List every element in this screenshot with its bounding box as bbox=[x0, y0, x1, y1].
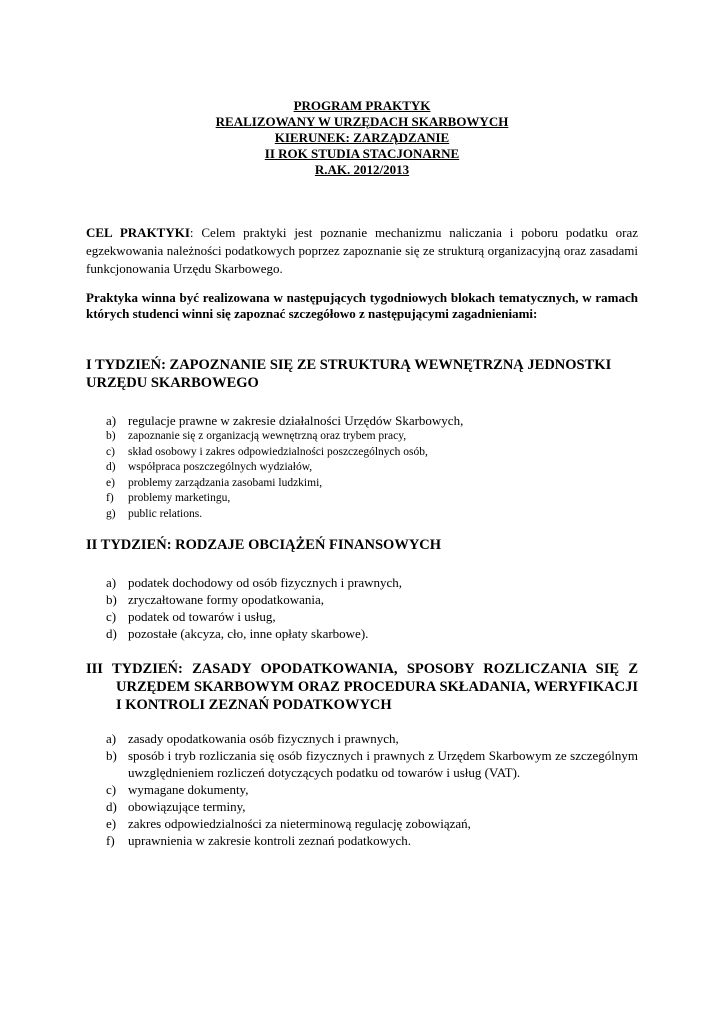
list-item bbox=[86, 507, 638, 523]
list-marker: b) bbox=[106, 430, 116, 442]
list-item-text: sposób i tryb rozliczania się osób fizycznych i prawnych z Urzędem Skarbowym ze szczególnym uwzględnieniem rozliczeń dotyczących podatku od towarów i usług (VAT). bbox=[128, 748, 638, 780]
goal-label: CEL PRAKTYKI bbox=[86, 225, 190, 240]
list-marker: g) bbox=[106, 507, 116, 520]
list-item bbox=[86, 832, 638, 849]
list-marker: d) bbox=[106, 626, 117, 641]
list-item-text: współpraca poszczególnych wydziałów, bbox=[128, 461, 313, 473]
list-marker: a) bbox=[106, 413, 117, 428]
list-item-text: public relations. bbox=[128, 507, 203, 520]
header-subtitle: REALIZOWANY W URZĘDACH SKARBOWYCH bbox=[215, 114, 509, 129]
list-item bbox=[86, 445, 638, 461]
list-item bbox=[86, 608, 638, 625]
intro-paragraph: Praktyka winna być realizowana w następujących tygodniowych blokach tematycznych, w ramach których studenci winni się zapoznać szczegółowo z następującymi zagadnieniami: bbox=[86, 290, 638, 321]
list-item bbox=[86, 798, 638, 815]
list-item bbox=[86, 730, 638, 747]
list-item-text: obowiązujące terminy, bbox=[128, 799, 246, 814]
list-item-text: uprawnienia w zakresie kontroli zeznań podatkowych. bbox=[128, 833, 412, 848]
list-marker: f) bbox=[106, 833, 115, 848]
list-item bbox=[86, 429, 638, 445]
list-item bbox=[86, 625, 638, 642]
list-item-text: podatek od towarów i usług, bbox=[128, 609, 276, 624]
header-year-of-study: II ROK STUDIA STACJONARNE bbox=[264, 146, 460, 161]
header-field-of-study: KIERUNEK: ZARZĄDZANIE bbox=[274, 130, 450, 145]
list-marker: d) bbox=[106, 461, 116, 473]
list-marker: b) bbox=[106, 748, 117, 763]
week-2-heading: II TYDZIEŃ: RODZAJE OBCIĄŻEŃ FINANSOWYCH bbox=[86, 537, 442, 553]
list-item-text: wymagane dokumenty, bbox=[128, 782, 249, 797]
list-item bbox=[86, 747, 638, 781]
list-marker: c) bbox=[106, 782, 117, 797]
week-3-heading: III TYDZIEŃ: ZASADY OPODATKOWANIA, SPOSOBY ROZLICZANIA SIĘ Z URZĘDEM SKARBOWYM ORAZ PROCEDURA SKŁADANIA, WERYFIKACJI I KONTROLI ZEZNAŃ PODATKOWYCH bbox=[86, 661, 638, 713]
list-item-text: zakres odpowiedzialności za nieterminową regulację zobowiązań, bbox=[128, 816, 471, 831]
list-marker: b) bbox=[106, 592, 117, 607]
week-3-list bbox=[86, 730, 638, 849]
list-item-text: zryczałtowane formy opodatkowania, bbox=[128, 592, 325, 607]
week-1-list bbox=[86, 412, 638, 522]
header-academic-year: R.AK. 2012/2013 bbox=[314, 162, 410, 177]
list-item-text: zapoznanie się z organizacją wewnętrzną oraz trybem pracy, bbox=[128, 430, 407, 442]
header-title: PROGRAM PRAKTYK bbox=[293, 98, 431, 113]
list-item bbox=[86, 574, 638, 591]
document-header bbox=[86, 98, 638, 178]
list-item bbox=[86, 781, 638, 798]
list-marker: a) bbox=[106, 575, 117, 590]
list-item bbox=[86, 412, 638, 429]
list-marker: f) bbox=[106, 492, 114, 504]
list-item-text: problemy marketingu, bbox=[128, 492, 231, 504]
list-item-text: regulacje prawne w zakresie działalności Urzędów Skarbowych, bbox=[128, 413, 464, 428]
list-marker: e) bbox=[106, 816, 117, 831]
list-marker: d) bbox=[106, 799, 117, 814]
list-item-text: skład osobowy i zakres odpowiedzialności poszczególnych osób, bbox=[128, 445, 428, 458]
list-item bbox=[86, 460, 638, 476]
list-item-text: zasady opodatkowania osób fizycznych i prawnych, bbox=[128, 731, 399, 746]
list-marker: a) bbox=[106, 731, 117, 746]
list-marker: e) bbox=[106, 476, 115, 489]
goal-paragraph bbox=[86, 224, 638, 278]
list-marker: c) bbox=[106, 445, 115, 458]
list-item bbox=[86, 476, 638, 492]
week-2-list bbox=[86, 574, 638, 642]
list-item-text: pozostałe (akcyza, cło, inne opłaty skarbowe). bbox=[128, 626, 369, 641]
list-item bbox=[86, 491, 638, 507]
list-item bbox=[86, 815, 638, 832]
list-item-text: podatek dochodowy od osób fizycznych i prawnych, bbox=[128, 575, 403, 590]
list-marker: c) bbox=[106, 609, 117, 624]
goal-text: : Celem praktyki jest poznanie mechanizmu naliczania i poboru podatku oraz egzekwowania należności podatkowych poprzez zapoznanie się ze strukturą organizacyjną oraz zasadami funkcjonowania Urzędu Skarbowego. bbox=[86, 225, 638, 276]
week-1-heading: I TYDZIEŃ: ZAPOZNANIE SIĘ ZE STRUKTURĄ WEWNĘTRZNĄ JEDNOSTKI URZĘDU SKARBOWEGO bbox=[86, 357, 612, 391]
list-item-text: problemy zarządzania zasobami ludzkimi, bbox=[128, 476, 323, 489]
list-item bbox=[86, 591, 638, 608]
